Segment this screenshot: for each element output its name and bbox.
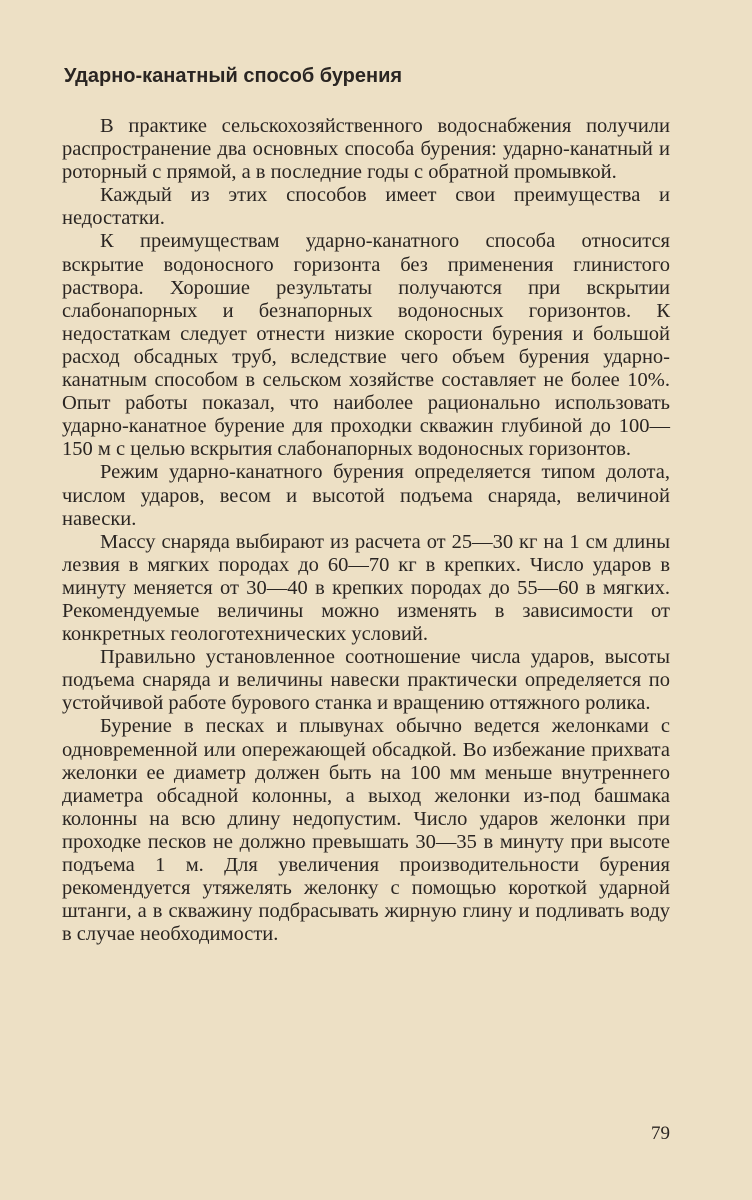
paragraph: Бурение в песках и плывунах обычно ведется желонками с одновременной или опережающей обсадкой. Во избежание прихвата желонки ее диаметр должен быть на 100 мм меньше внутреннего диаметра обсадной колонны, а выход желонки из-под башмака колонны на всю длину недопустим. Число ударов желонки при проходке песков не должно превышать 30—35 в минуту при высоте подъема 1 м. Для увеличения производительности бурения рекомендуется утяжелять желонку с помощью короткой ударной штанги, а в скважину подбрасывать жирную глину и подливать воду в случае необходимости.: [62, 715, 670, 946]
paragraph: В практике сельскохозяйственного водоснабжения получили распространение два основных способа бурения: ударно-канатный и роторный с прямой, а в последние годы с обратной промывкой.: [62, 115, 670, 184]
body-text: [62, 115, 670, 946]
page-number: 79: [651, 1123, 670, 1144]
paragraph: Режим ударно-канатного бурения определяется типом долота, числом ударов, весом и высотой подъема снаряда, величиной навески.: [62, 461, 670, 530]
paragraph: Правильно установленное соотношение числа ударов, высоты подъема снаряда и величины навески практически определяется по устойчивой работе бурового станка и вращению оттяжного ролика.: [62, 646, 670, 715]
paragraph: Каждый из этих способов имеет свои преимущества и недостатки.: [62, 184, 670, 230]
paragraph: Массу снаряда выбирают из расчета от 25—30 кг на 1 см длины лезвия в мягких породах до 60—70 кг в крепких. Число ударов в минуту меняется от 30—40 в крепких породах до 55—60 в мягких. Рекомендуемые величины можно изменять в зависимости от конкретных геологотехнических условий.: [62, 530, 670, 646]
paragraph: К преимуществам ударно-канатного способа относится вскрытие водоносного горизонта без применения глинистого раствора. Хорошие результаты получаются при вскрытии слабонапорных и безнапорных водоносных горизонтов. К недостаткам следует отнести низкие скорости бурения и большой расход обсадных труб, вследствие чего объем бурения ударно-канатным способом в сельском хозяйстве составляет не более 10%. Опыт работы показал, что наиболее рационально использовать ударно-канатное бурение для проходки скважин глубиной до 100—150 м с целью вскрытия слабонапорных водоносных горизонтов.: [62, 230, 670, 461]
section-heading: Ударно-канатный способ бурения: [64, 65, 403, 87]
